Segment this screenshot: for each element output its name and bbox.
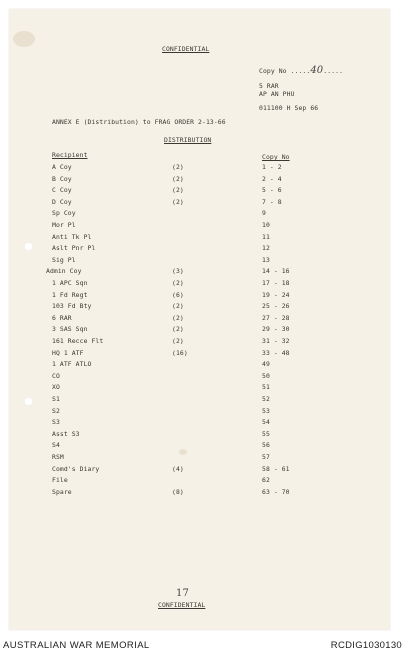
row-quantity: (2) (172, 302, 184, 310)
row-copy-numbers: 33 - 48 (262, 349, 290, 357)
row-quantity: (16) (172, 349, 188, 357)
row-recipient: Spare (52, 488, 72, 496)
section-heading: DISTRIBUTION (164, 136, 212, 144)
copy-number-line (259, 65, 343, 76)
paper-stain (13, 31, 35, 47)
row-recipient: C Coy (52, 186, 72, 194)
row-copy-numbers: 27 - 28 (262, 314, 290, 322)
row-copy-numbers: 57 (262, 453, 270, 461)
row-copy-numbers: 13 (262, 256, 270, 264)
row-recipient: S2 (52, 407, 60, 415)
row-quantity: (2) (172, 163, 184, 171)
row-copy-numbers: 56 (262, 441, 270, 449)
unit-line-2: AP AN PHU (259, 90, 295, 98)
archive-name: AUSTRALIAN WAR MEMORIAL (3, 640, 150, 651)
row-quantity: (2) (172, 325, 184, 333)
row-quantity: (2) (172, 198, 184, 206)
row-copy-numbers: 52 (262, 395, 270, 403)
row-copy-numbers: 50 (262, 372, 270, 380)
paper-stain (179, 449, 187, 455)
row-copy-numbers: 55 (262, 430, 270, 438)
row-recipient: 1 APC Sqn (52, 279, 88, 287)
row-recipient: CO (52, 372, 60, 380)
classification-bottom: CONFIDENTIAL (158, 601, 206, 609)
row-recipient: XO (52, 383, 60, 391)
row-copy-numbers: 7 - 8 (262, 198, 282, 206)
row-quantity: (2) (172, 314, 184, 322)
row-recipient: 1 ATF ATLO (52, 360, 92, 368)
row-copy-numbers: 58 - 61 (262, 465, 290, 473)
row-recipient: A Coy (52, 163, 72, 171)
row-recipient: S4 (52, 441, 60, 449)
row-copy-numbers: 14 - 16 (262, 267, 290, 275)
row-recipient: 3 SAS Sqn (52, 325, 88, 333)
row-quantity: (8) (172, 488, 184, 496)
row-recipient: Comd's Diary (52, 465, 100, 473)
copy-number-handwritten: 40 (310, 65, 324, 76)
annex-title: ANNEX E (Distribution) to FRAG ORDER 2-13-66 (52, 118, 226, 126)
row-quantity: (2) (172, 175, 184, 183)
row-quantity: (6) (172, 291, 184, 299)
row-recipient: File (52, 476, 68, 484)
row-recipient: Sp Coy (52, 209, 76, 217)
row-copy-numbers: 53 (262, 407, 270, 415)
row-copy-numbers: 51 (262, 383, 270, 391)
row-copy-numbers: 11 (262, 233, 270, 241)
row-recipient: 161 Recce Flt (52, 337, 104, 345)
date-time-group: 011100 H Sep 66 (259, 104, 319, 112)
column-header-recipient: Recipient (52, 151, 88, 159)
row-copy-numbers: 1 - 2 (262, 163, 282, 171)
copy-dots: ..... (290, 67, 311, 75)
row-recipient: 103 Fd Bty (52, 302, 92, 310)
row-copy-numbers: 54 (262, 418, 270, 426)
row-quantity: (3) (172, 267, 184, 275)
archive-footer (0, 637, 406, 654)
row-recipient: HQ 1 ATF (52, 349, 84, 357)
row-copy-numbers: 29 - 30 (262, 325, 290, 333)
row-recipient: Sig Pl (52, 256, 76, 264)
row-recipient: 1 Fd Regt (52, 291, 88, 299)
row-quantity: (2) (172, 279, 184, 287)
punch-hole (24, 397, 33, 406)
column-header-copy-no: Copy No (262, 153, 290, 161)
row-copy-numbers: 5 - 6 (262, 186, 282, 194)
row-recipient: D Coy (52, 198, 72, 206)
row-quantity: (2) (172, 337, 184, 345)
row-quantity: (4) (172, 465, 184, 473)
row-copy-numbers: 9 (262, 209, 266, 217)
row-quantity: (2) (172, 186, 184, 194)
row-recipient: B Coy (52, 175, 72, 183)
row-copy-numbers: 49 (262, 360, 270, 368)
row-copy-numbers: 25 - 26 (262, 302, 290, 310)
row-copy-numbers: 17 - 18 (262, 279, 290, 287)
classification-top: CONFIDENTIAL (162, 45, 210, 53)
unit-line-1: 5 RAR (259, 82, 279, 90)
archive-reference: RCDIG1030130 (330, 640, 402, 651)
row-copy-numbers: 19 - 24 (262, 291, 290, 299)
copy-dots: ..... (323, 67, 344, 75)
row-recipient: Anti Tk Pl (52, 233, 92, 241)
row-copy-numbers: 62 (262, 476, 270, 484)
punch-hole (24, 242, 33, 251)
row-copy-numbers: 2 - 4 (262, 175, 282, 183)
row-recipient: Admin Coy (46, 267, 82, 275)
row-copy-numbers: 31 - 32 (262, 337, 290, 345)
row-copy-numbers: 63 - 70 (262, 488, 290, 496)
row-copy-numbers: 10 (262, 221, 270, 229)
row-recipient: S1 (52, 395, 60, 403)
row-copy-numbers: 12 (262, 244, 270, 252)
row-recipient: S3 (52, 418, 60, 426)
row-recipient: Aslt Pnr Pl (52, 244, 96, 252)
row-recipient: Asst S3 (52, 430, 80, 438)
copy-label: Copy No (259, 67, 287, 75)
row-recipient: 6 RAR (52, 314, 72, 322)
row-recipient: Mor Pl (52, 221, 76, 229)
row-recipient: RSM (52, 453, 64, 461)
page-number-handwritten: 17 (176, 588, 189, 599)
